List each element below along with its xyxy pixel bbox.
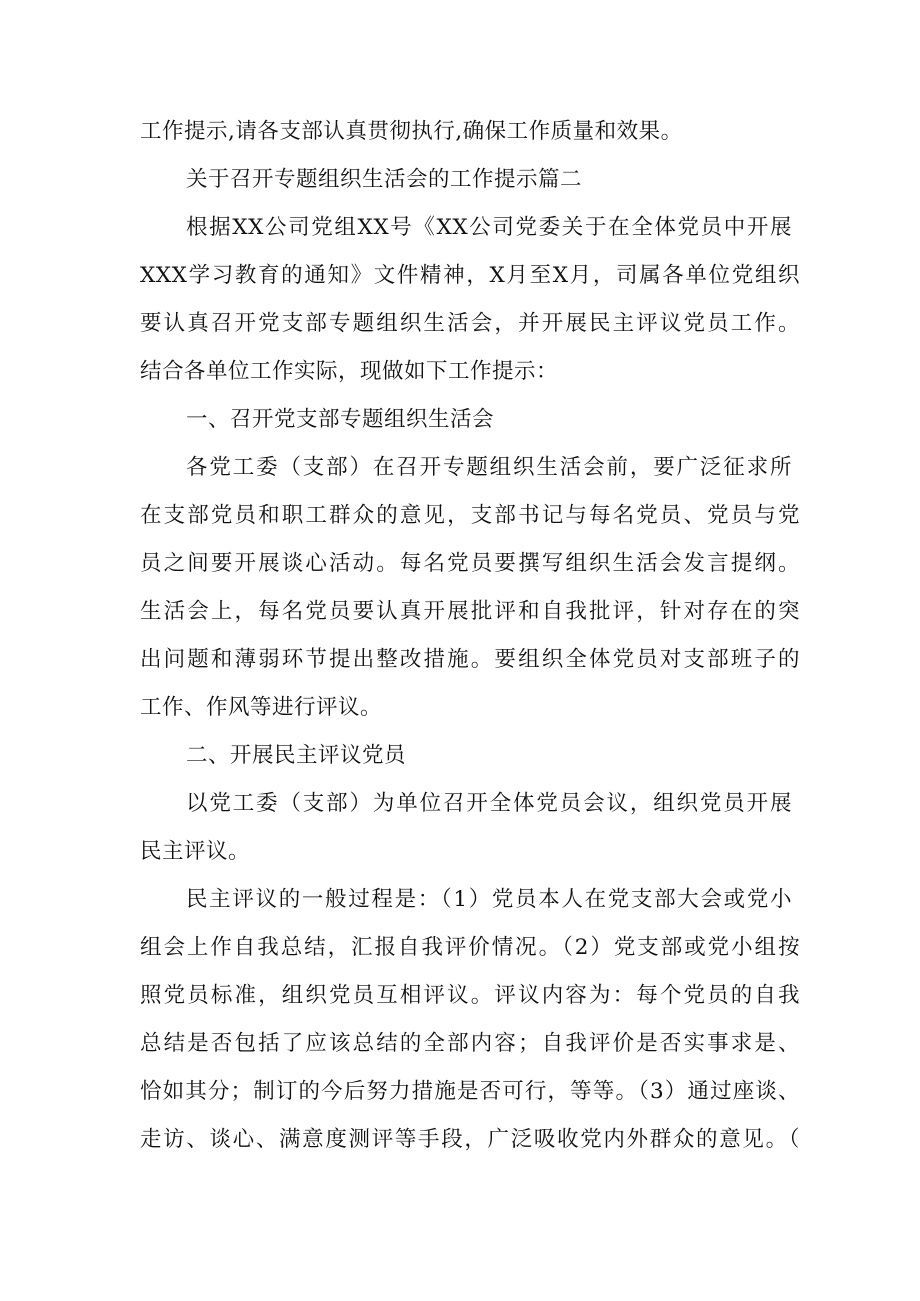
text-line: 在支部党员和职工群众的意见，支部书记与每名党员、党员与党 bbox=[140, 503, 800, 528]
text-line: 生活会上，每名党员要认真开展批评和自我批评，针对存在的突 bbox=[140, 599, 800, 624]
section-heading: 关于召开专题组织生活会的工作提示篇二 bbox=[186, 167, 583, 192]
text-line: 要认真召开党支部专题组织生活会，并开展民主评议党员工作。 bbox=[140, 311, 800, 336]
text-line: 工作提示,请各支部认真贯彻执行,确保工作质量和效果。 bbox=[140, 119, 683, 144]
text-line: 民主评议的一般过程是：（1）党员本人在党支部大会或党小 bbox=[186, 887, 792, 912]
text-line: 组会上作自我总结，汇报自我评价情况。（2）党支部或党小组按 bbox=[140, 935, 800, 960]
text-line: XXX学习教育的通知》文件精神，X月至X月，司属各单位党组织 bbox=[140, 263, 800, 288]
text-line: 民主评议。 bbox=[140, 839, 251, 864]
text-line: 员之间要开展谈心活动。每名党员要撰写组织生活会发言提纲。 bbox=[140, 551, 800, 576]
text-line: 结合各单位工作实际，现做如下工作提示： bbox=[140, 359, 559, 384]
text-line: 出问题和薄弱环节提出整改措施。要组织全体党员对支部班子的 bbox=[140, 647, 800, 672]
section-heading: 一、召开党支部专题组织生活会 bbox=[186, 407, 495, 432]
text-line: 照党员标准，组织党员互相评议。评议内容为：每个党员的自我 bbox=[140, 983, 800, 1008]
text-line: 走访、谈心、满意度测评等手段，广泛吸收党内外群众的意见。（ bbox=[140, 1127, 800, 1152]
text-line: 以党工委（支部）为单位召开全体党员会议，组织党员开展 bbox=[186, 791, 792, 816]
text-line: 根据XX公司党组XX号《XX公司党委关于在全体党员中开展 bbox=[186, 215, 792, 240]
text-line: 工作、作风等进行评议。 bbox=[140, 695, 383, 720]
text-line: 总结是否包括了应该总结的全部内容；自我评价是否实事求是、 bbox=[140, 1031, 800, 1056]
text-line: 恰如其分；制订的今后努力措施是否可行，等等。（3）通过座谈、 bbox=[140, 1079, 800, 1104]
text-line: 各党工委（支部）在召开专题组织生活会前，要广泛征求所 bbox=[186, 455, 792, 480]
section-heading: 二、开展民主评议党员 bbox=[186, 743, 407, 768]
